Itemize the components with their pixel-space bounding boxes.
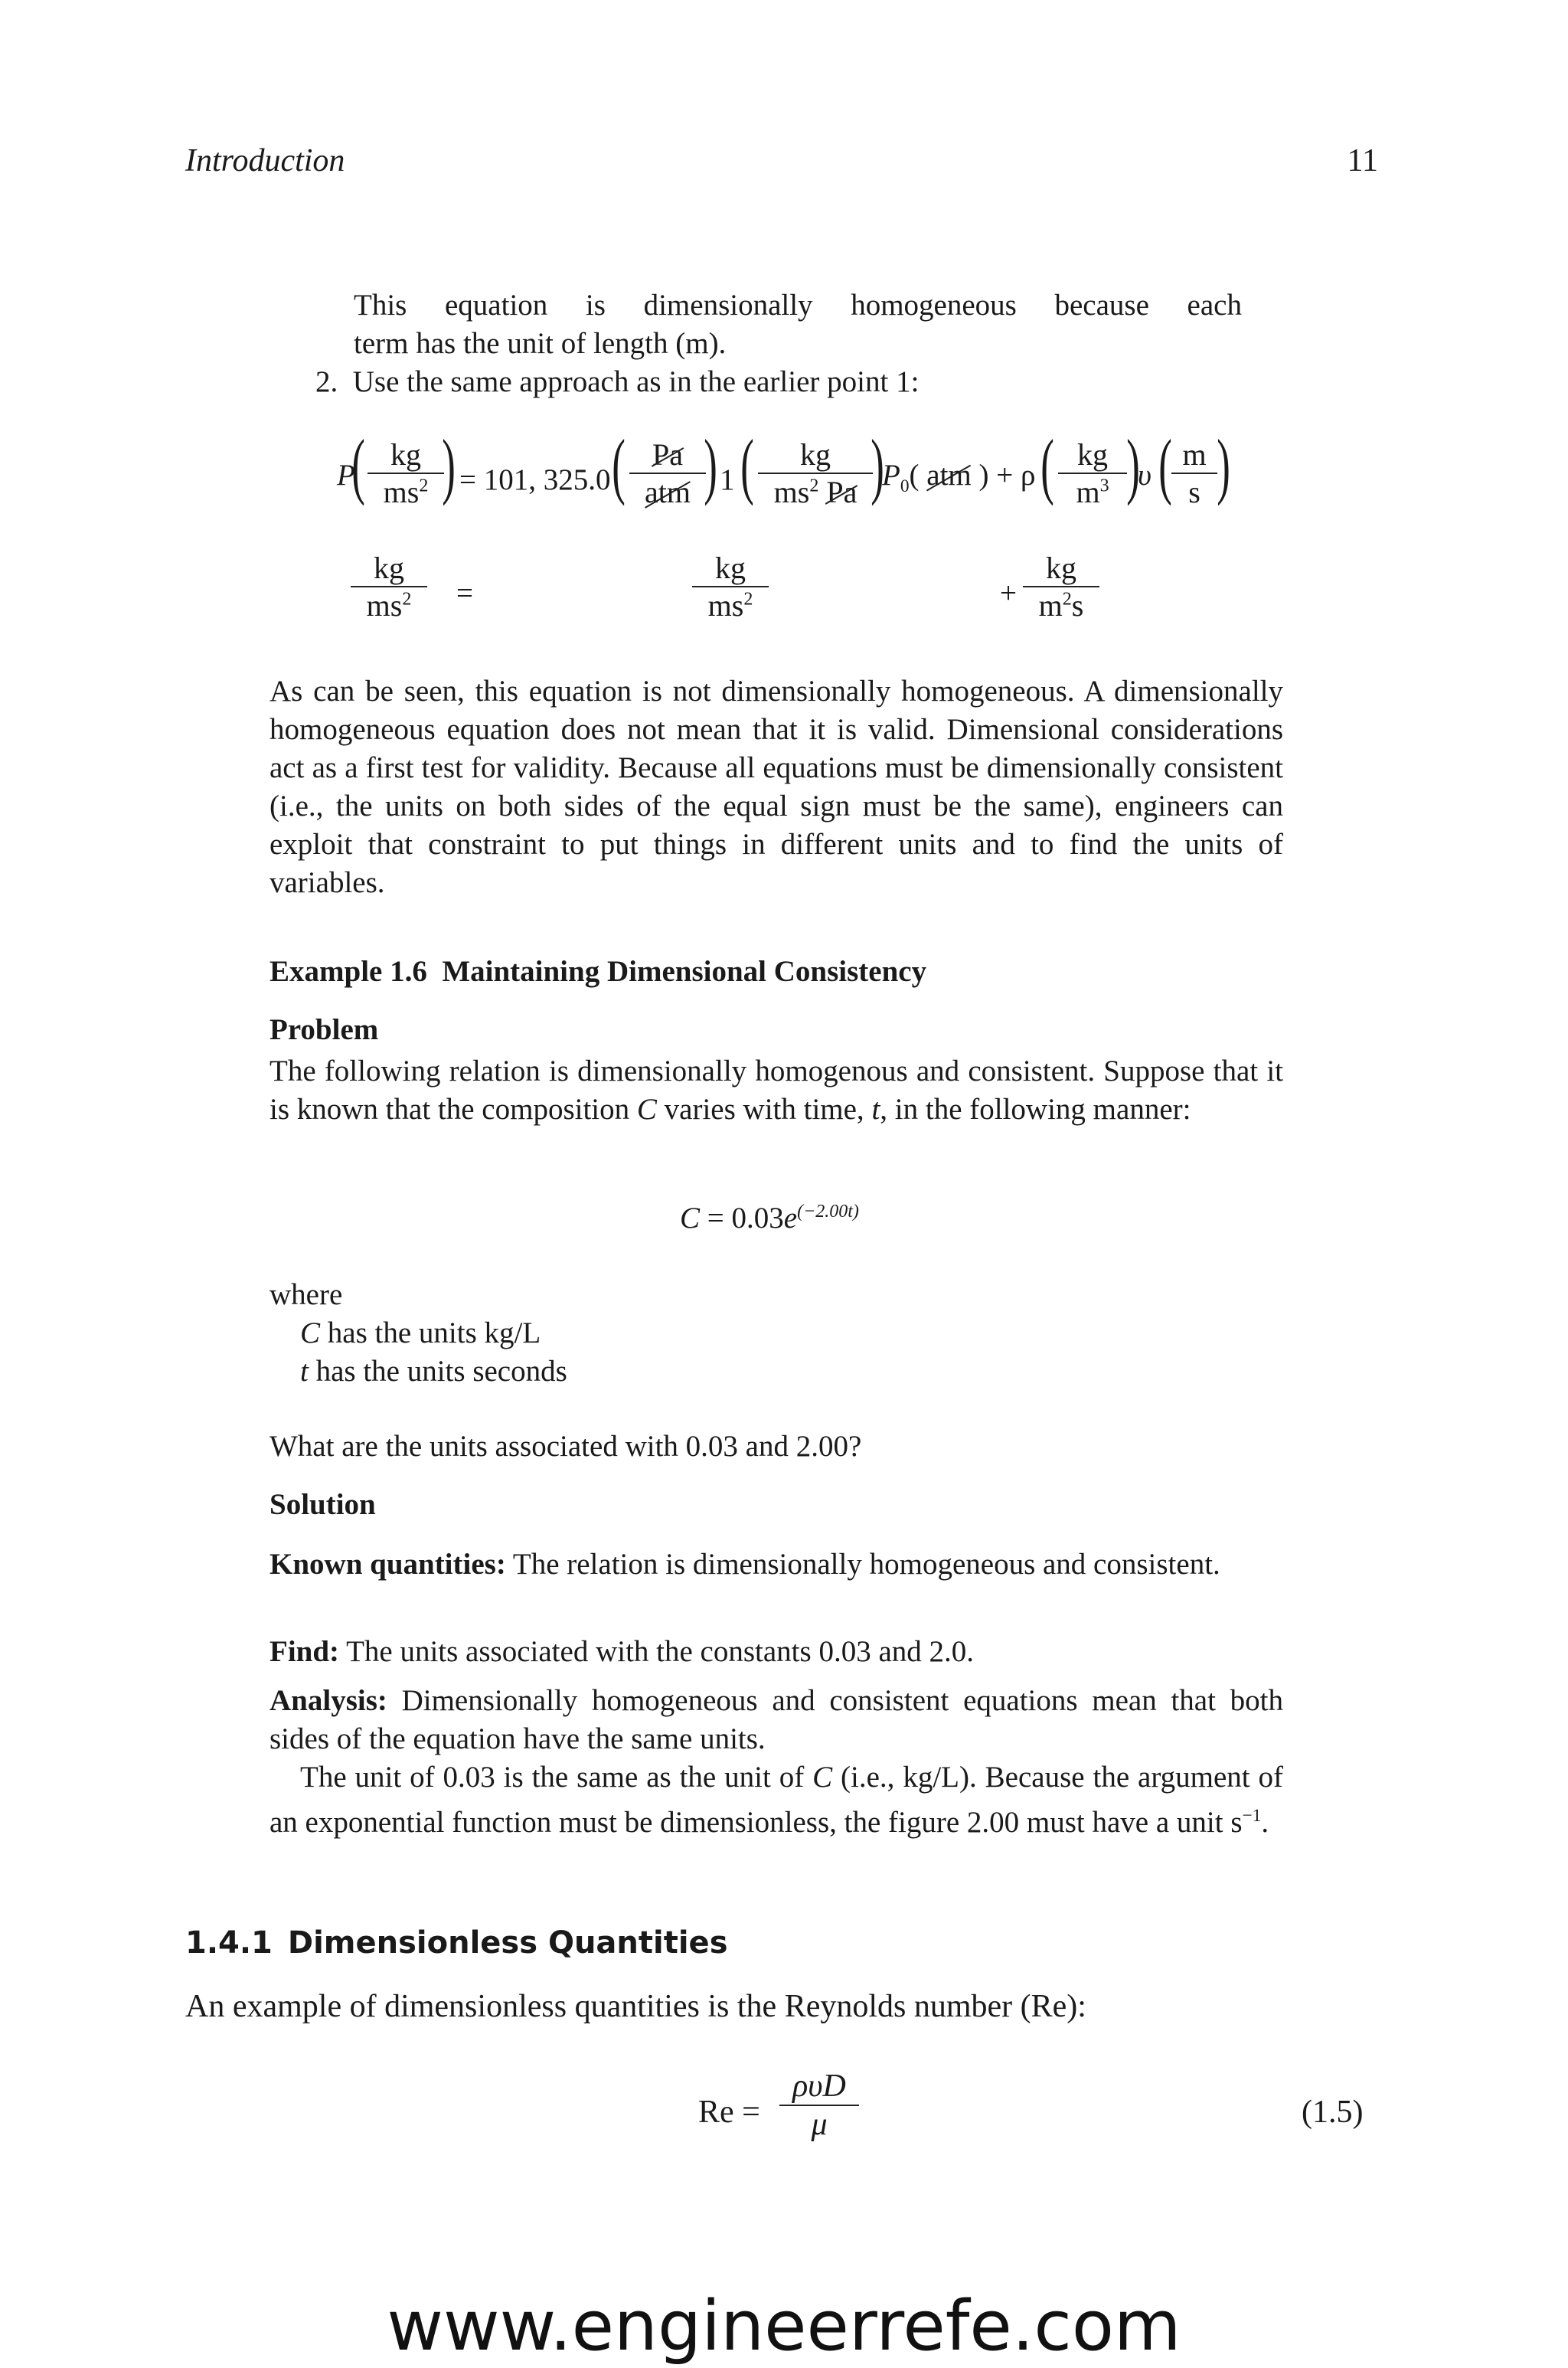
paren-open: ( — [1040, 424, 1054, 506]
intro-line-2: term has the unit of length (m). — [354, 327, 727, 360]
watermark: www.engineerrefe.com — [387, 2286, 1181, 2366]
paren-close: ) — [704, 424, 717, 506]
fraction-kg-ms2-pa: $\frac{kg}{ms^2 Pa}$ — [758, 437, 873, 510]
paragraph-dimensional: As can be seen, this equation is not dimensionally homogeneous. A dimensionally homogeneous equation does not mean that it is valid. Dimensional considerations act as a first test for validity. Because all equations must be dimensionally consistent (i.e., the units on both sides of the equal sign must be the same), engineers can exploit that constraint to put things in different units and to find the units of variables. — [270, 675, 1283, 899]
fraction-m-s: $\frac{m}{s}$ — [1171, 437, 1217, 510]
reynolds-lhs: Re = — [698, 2095, 760, 2130]
paren-close: ) — [1217, 424, 1230, 506]
fraction-kg-ms2: $\frac{kg}{ms^2}$ — [351, 550, 427, 623]
eq-P0: $P_0$( atm ) + ρ — [882, 459, 1036, 496]
fraction-kg-ms2: $\frac{kg}{ms^2}$ — [692, 550, 769, 623]
question: What are the units associated with 0.03 and 2.00? — [270, 1430, 862, 1463]
list-item-2: 2. Use the same approach as in the earlier point 1: — [315, 365, 920, 398]
paren-open: ( — [612, 424, 626, 506]
eq-constant: = 101, 325.0 — [459, 463, 611, 496]
paren-open: ( — [351, 424, 365, 506]
where-t: t has the units seconds — [300, 1355, 567, 1388]
problem-text: The following relation is dimensionally homogenous and consistent. Suppose that it is known that the composition C varies with time, t, in the following manner: — [270, 1055, 1283, 1126]
eq-velocity: υ — [1138, 459, 1152, 492]
running-title: Introduction — [185, 143, 345, 178]
where-C: C has the units kg/L — [300, 1316, 541, 1349]
eq-one: 1 — [720, 463, 735, 496]
example-title: Example 1.6 Maintaining Dimensional Consistency — [270, 955, 927, 988]
composition-formula: $C = 0.03e^{(-2.00t)}$ — [680, 1202, 859, 1235]
page-number: 11 — [1347, 143, 1378, 178]
solution-heading: Solution — [270, 1488, 376, 1521]
paren-close: ) — [871, 424, 884, 506]
where-label: where — [270, 1278, 343, 1311]
eq-equals: = — [456, 577, 473, 610]
equation-number: (1.5) — [1302, 2095, 1364, 2130]
fraction-pa-atm: Pa atm — [629, 437, 706, 510]
analysis-2: The unit of 0.03 is the same as the unit of C (i.e., kg/L). Because the argument of an exponential function must be dimensionless, the figure 2.00 must have a unit $s^{-1}$. — [270, 1761, 1284, 1839]
paren-close: ) — [442, 424, 456, 506]
problem-heading: Problem — [270, 1013, 379, 1046]
section-intro: An example of dimensionless quantities is the Reynolds number (Re): — [185, 1989, 1086, 2024]
paren-open: ( — [1158, 424, 1172, 506]
eq-plus: + — [1000, 577, 1017, 610]
analysis: Analysis: Dimensionally homogeneous and consistent equations mean that both sides of the equation have the same units. — [270, 1684, 1283, 1755]
known-quantities: Known quantities: The relation is dimensionally homogeneous and consistent. — [270, 1548, 1220, 1581]
find: Find: The units associated with the constants 0.03 and 2.0. — [270, 1635, 975, 1668]
intro-line-1: This equation is dimensionally homogeneous because each — [354, 289, 1242, 322]
section-heading: 1.4.1 Dimensionless Quantities — [185, 1925, 728, 1961]
paren-close: ) — [1126, 424, 1140, 506]
fraction-kg-ms2: $\frac{kg}{ms^2}$ — [368, 437, 444, 510]
eq-P: P — [337, 459, 355, 492]
fraction-kg-m3: $\frac{kg}{m^3}$ — [1058, 437, 1127, 510]
reynolds-fraction: ρυD μ — [779, 2068, 859, 2143]
paren-open: ( — [740, 424, 754, 506]
fraction-kg-m2s: $\frac{kg}{m^2s}$ — [1023, 550, 1099, 623]
